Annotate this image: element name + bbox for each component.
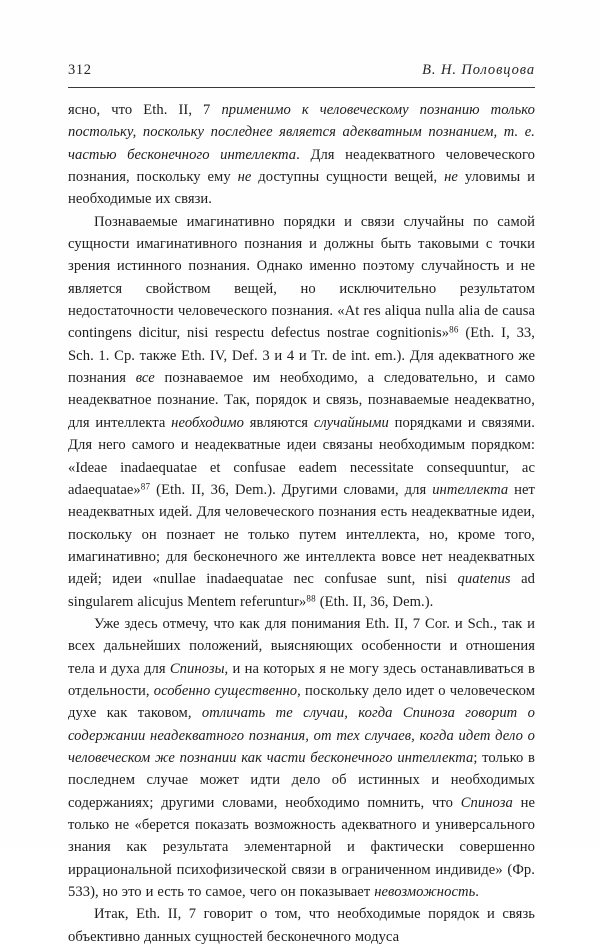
text-run: ; только в последнем случае может идти дело об истинных и необходимых содержаниях; другими словами, необходимо помнить, что	[68, 749, 535, 811]
footnote-marker: 86	[449, 324, 459, 335]
emphasis-text: невозможность	[374, 884, 476, 901]
emphasis-text: Спинозы	[169, 660, 225, 677]
paragraph	[68, 99, 535, 211]
author-running-head: В. Н. Половцова	[422, 62, 535, 78]
text-run: Уже здесь отмечу, что как для понимания Eth. II, 7 Cor. и Sch., так и всех дальнейших положений, выясняющих особенности и отношения тела и духа для	[68, 615, 535, 677]
text-run: , поскольку дело идет о человеческом духе как таковом,	[68, 682, 536, 722]
emphasis-text: Спиноза	[460, 794, 513, 811]
text-run: Итак, Eth. II, 7 говорит о том, что необходимые порядок и связь объективно данных сущностей бесконечного модуса	[68, 906, 535, 945]
paragraph	[68, 211, 535, 613]
emphasis-text: особенно существенно	[153, 682, 298, 699]
text-run: .	[475, 884, 479, 901]
emphasis-text: все	[135, 370, 155, 387]
text-run: познаваемое им необходимо, а следовательно, и само неадекватное познание. Так, порядок и связь, познаваемые неадекватно, для интеллекта	[68, 370, 535, 431]
paragraph	[68, 903, 535, 948]
text-run: являются	[243, 414, 314, 431]
emphasis-text: quatenus	[457, 571, 511, 588]
text-run: (Eth. I, 33, Sch. 1. Ср. также Eth. IV, Def. 3 и 4 и Tr. de int. em.). Для адекватного же познания	[68, 325, 535, 387]
running-head	[68, 62, 535, 79]
emphasis-text: интеллекта	[432, 481, 509, 498]
text-run: не только не «берется показать возможность адекватного и универсального знания как результата элементарной и фактически совершенно иррациональной психофизической связи в ограниченном индивиде» (Фр. 533), но это и есть то самое, чего он показывает	[68, 794, 535, 901]
emphasis-text: необходимо	[171, 414, 244, 431]
emphasis-text: отличать те случаи, когда Спиноза говорит о содержании неадекватного познания, от тех случаев, когда идет дело о человеческом же познании как части бесконечного интеллекта	[68, 705, 535, 766]
emphasis-text: не	[444, 169, 458, 186]
text-run: (Eth. II, 36, Dem.).	[315, 593, 434, 610]
text-run: ясно, что Eth. II, 7	[68, 102, 222, 118]
body-text-block	[68, 99, 535, 948]
text-run: нет неадекватных идей. Для человеческого познания есть неадекватные идеи, поскольку он познает не только путем интеллекта, но, кроме того, имагинативно; для бесконечного же интеллекта вовсе нет неадекватных идей; идеи «nullae inadaequatae nec confusae sunt, nisi	[68, 481, 535, 588]
paragraph	[68, 613, 535, 903]
emphasis-text: случайными	[313, 414, 389, 431]
header-rule	[68, 87, 535, 88]
emphasis-text: не	[237, 169, 252, 186]
text-run: (Eth. II, 36, Dem.). Другими словами, для	[150, 481, 433, 498]
emphasis-text: применимо к человеческому познанию только постольку, поскольку последнее является адекватным познанием, т. е. частью бесконечного интеллекта	[68, 102, 535, 163]
page-number: 312	[68, 62, 92, 78]
text-run: ad singularem alicujus Mentem referuntur»	[68, 571, 535, 610]
text-run: доступны сущности вещей,	[251, 169, 445, 186]
text-run: порядками и связями. Для него самого и неадекватные идеи связаны необходимым порядком: «Ideae inadaequatae et confusae eadem necessitate consequuntur, ac adaequatae»	[68, 414, 535, 498]
footnote-marker: 87	[140, 481, 151, 492]
text-run: уловимы и необходимые их связи.	[68, 169, 535, 208]
text-run: , и на которых я не могу здесь останавливаться в отдельности,	[68, 660, 535, 699]
text-run: Познаваемые имагинативно порядки и связи случайны по самой сущности имагинативного познания и должны быть таковыми с точки зрения истинного познания. Однако именно поэтому случайность и не является свойством вещей, но исключительно результатом недостаточности человеческого познания. «At res aliqua nulla alia de causa contingens dicitur, nisi respectu defectus nostrae cognitionis»	[68, 213, 535, 342]
footnote-marker: 88	[306, 592, 316, 603]
text-run: . Для неадекватного человеческого познания, поскольку ему	[68, 146, 535, 186]
